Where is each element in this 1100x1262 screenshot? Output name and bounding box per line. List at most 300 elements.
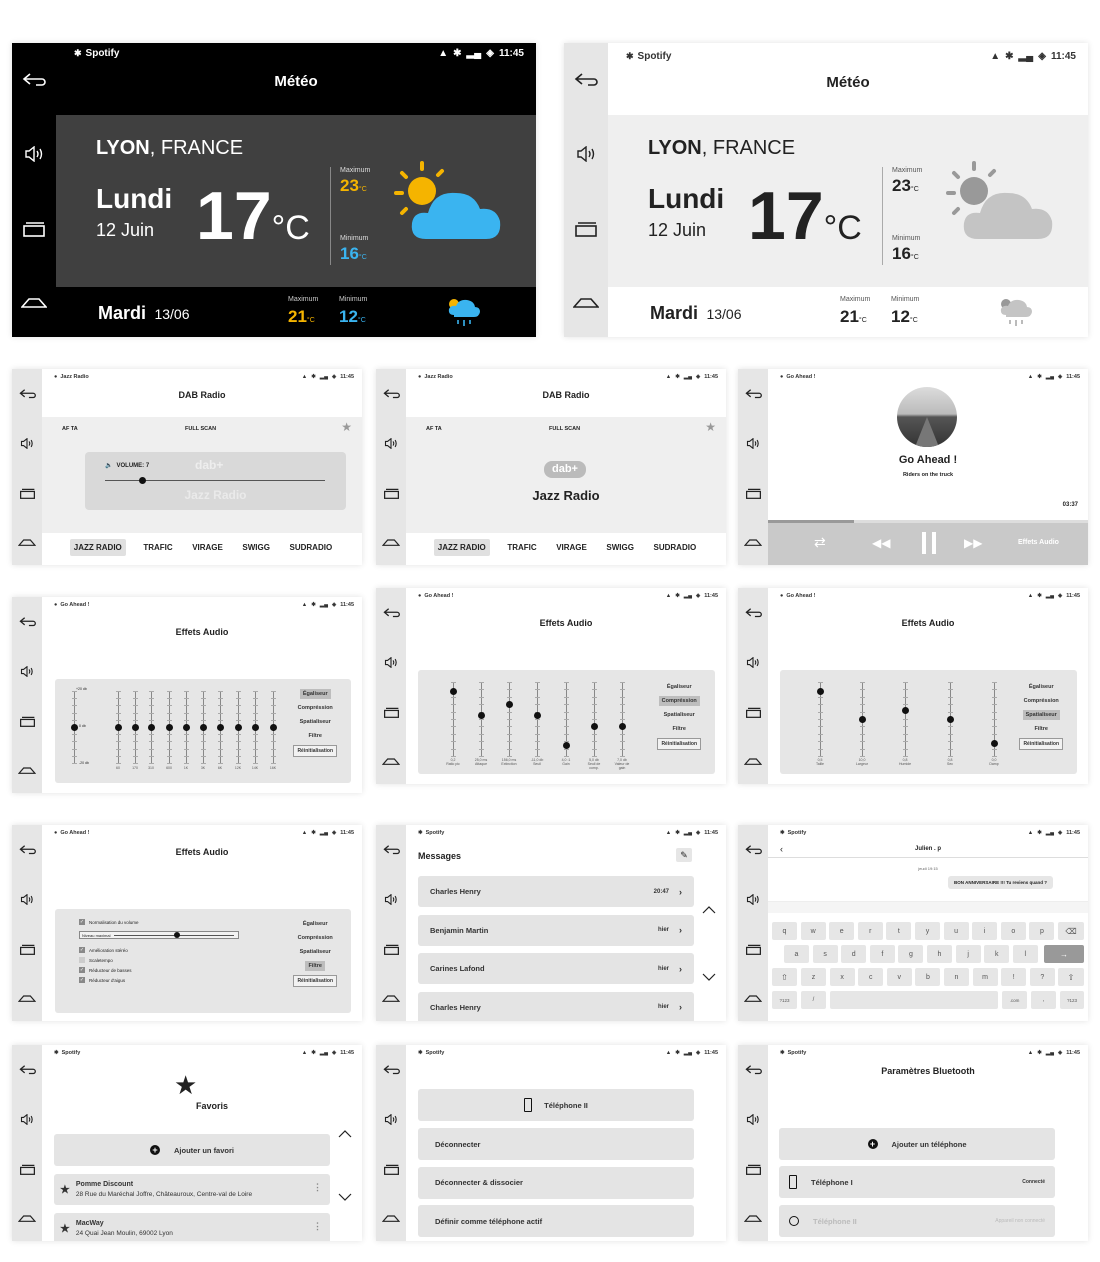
slider-tick <box>72 734 77 735</box>
volume-icon[interactable] <box>376 657 406 668</box>
filter-option[interactable] <box>79 947 128 953</box>
chevron-right-icon: › <box>679 886 682 897</box>
bluetooth-device[interactable] <box>779 1166 1055 1198</box>
effects-menu-item-2[interactable]: Compréssion <box>659 696 700 706</box>
home-icon[interactable] <box>12 1214 42 1222</box>
slider-tick <box>479 689 484 690</box>
effects-menu-item-2[interactable]: Compréssion <box>297 935 333 941</box>
volume-overlay <box>85 452 346 510</box>
home-icon[interactable] <box>738 994 768 1002</box>
audio-effects-button[interactable]: Effets Audio <box>1018 539 1059 546</box>
af-ta-button[interactable]: AF TA <box>62 426 78 432</box>
key-n[interactable]: n <box>944 968 969 986</box>
bluetooth-icon: ✱ <box>675 830 680 836</box>
pause-icon[interactable] <box>922 532 936 554</box>
message-item[interactable] <box>418 915 694 946</box>
preset-4[interactable]: SWIGG <box>606 543 634 552</box>
home-icon[interactable] <box>12 994 42 1002</box>
effects-menu-item-5[interactable]: Réinitialisation <box>1019 738 1063 750</box>
filter-option-label: Normalisation du volume <box>89 919 139 925</box>
slider-3[interactable] <box>905 682 906 756</box>
next-icon[interactable]: ▶▶ <box>964 536 983 550</box>
side-nav <box>564 43 608 337</box>
recent-apps-icon[interactable] <box>376 1164 406 1175</box>
preset-5[interactable]: SUDRADIO <box>653 543 697 552</box>
phone-icon <box>789 1175 797 1189</box>
phone-action-1[interactable]: Déconnecter <box>418 1128 694 1160</box>
preset-3[interactable]: VIRAGE <box>192 543 223 552</box>
full-scan-button[interactable]: FULL SCAN <box>185 426 217 432</box>
message-time: hier <box>657 965 669 972</box>
slider-tick <box>236 713 241 714</box>
filter-option[interactable] <box>79 919 139 925</box>
status-bar <box>406 1045 726 1061</box>
slider-tick <box>72 756 77 757</box>
scroll-down-icon[interactable] <box>702 968 716 976</box>
back-icon[interactable] <box>376 608 406 618</box>
recent-apps-icon[interactable] <box>12 221 56 237</box>
back-icon[interactable] <box>376 1065 406 1075</box>
slider-tick <box>149 763 154 764</box>
backspace-key[interactable]: ⌫ <box>1058 922 1084 940</box>
repeat-icon[interactable]: ⇄ <box>814 534 826 550</box>
volume-icon[interactable] <box>12 666 42 677</box>
slider-value: 10,0 <box>858 758 866 762</box>
app-name: Go Ahead ! <box>786 593 816 599</box>
home-icon[interactable] <box>376 1214 406 1222</box>
slider-knob[interactable] <box>817 688 824 695</box>
slider-3[interactable] <box>509 682 510 756</box>
slider-2[interactable] <box>481 682 482 756</box>
effects-menu <box>1019 680 1063 752</box>
slider-7[interactable] <box>220 691 221 763</box>
slider-2[interactable] <box>135 691 136 763</box>
recent-apps-icon[interactable] <box>564 221 608 237</box>
app-small-icon: ● <box>418 593 422 599</box>
key-r[interactable]: r <box>858 922 883 940</box>
key-g[interactable]: g <box>898 945 923 963</box>
clock: 11:45 <box>1066 374 1080 380</box>
rain-cloud-icon <box>994 293 1034 331</box>
slider-tick <box>860 689 865 690</box>
preset-2[interactable]: TRAFIC <box>143 543 173 552</box>
slider-tick <box>592 719 597 720</box>
volume-icon[interactable] <box>738 438 768 449</box>
tomorrow-max-label: Maximum <box>840 296 871 303</box>
preset-2[interactable]: TRAFIC <box>507 543 537 552</box>
effects-menu-item-2[interactable]: Compréssion <box>1023 698 1059 704</box>
key-l[interactable]: l <box>1013 945 1038 963</box>
preset-5[interactable]: SUDRADIO <box>289 543 333 552</box>
favorite-item[interactable] <box>54 1174 330 1205</box>
effects-menu-item-4[interactable]: Filtre <box>1034 726 1048 732</box>
slider-tick <box>236 741 241 742</box>
slider-5[interactable] <box>994 682 995 756</box>
slider-3[interactable] <box>151 691 152 763</box>
phone-options-screen <box>376 1045 726 1241</box>
recent-apps-icon[interactable] <box>12 1164 42 1175</box>
add-phone-button[interactable] <box>779 1128 1055 1160</box>
scroll-up-icon[interactable] <box>338 1125 352 1143</box>
key-i[interactable]: i <box>972 922 997 940</box>
recent-apps-icon[interactable] <box>738 1164 768 1175</box>
key-w[interactable]: w <box>801 922 826 940</box>
effects-menu-item-3[interactable]: Spatialiseur <box>299 719 331 725</box>
key-?[interactable]: ? <box>1030 968 1055 986</box>
slider-1[interactable] <box>118 691 119 763</box>
page-title: Effets Audio <box>175 847 229 857</box>
sun-cloud-icon <box>944 157 1064 247</box>
scroll-down-icon[interactable] <box>338 1188 352 1206</box>
shift-key[interactable]: ⇧ <box>772 968 797 986</box>
volume-icon[interactable] <box>564 146 608 162</box>
af-ta-button[interactable]: AF TA <box>426 426 442 432</box>
recent-apps-icon[interactable] <box>376 488 406 499</box>
slider-knob[interactable] <box>200 724 207 731</box>
back-icon[interactable] <box>564 73 608 87</box>
back-icon[interactable] <box>12 845 42 855</box>
slider-tick <box>116 691 121 692</box>
checkbox[interactable]: ✓ <box>79 947 85 953</box>
slider-knob[interactable] <box>991 740 998 747</box>
shift-key-right[interactable]: ⇧ <box>1058 968 1084 986</box>
db-mid-label: 0 db <box>79 724 86 728</box>
effects-menu-item-5[interactable]: Réinitialisation <box>657 738 701 750</box>
home-icon[interactable] <box>12 766 42 774</box>
slider-1[interactable] <box>453 682 454 756</box>
back-icon[interactable] <box>376 389 406 399</box>
compose-icon[interactable]: ✎ <box>676 848 692 862</box>
effects-menu-item-1[interactable]: Égaliseur <box>1028 684 1054 690</box>
key-z[interactable]: z <box>801 968 826 986</box>
recent-apps-icon[interactable] <box>738 707 768 718</box>
slider-knob[interactable] <box>166 724 173 731</box>
effects-menu-item-1[interactable]: Égaliseur <box>302 921 328 927</box>
favorite-item[interactable] <box>54 1213 330 1241</box>
equalizer-screen <box>12 597 362 793</box>
app-indicator <box>780 593 815 599</box>
slider-tick <box>149 741 154 742</box>
clock: 11:45 <box>1066 593 1080 599</box>
slider-knob[interactable] <box>115 724 122 731</box>
filter-option[interactable] <box>79 957 113 963</box>
favorite-star-icon[interactable]: ★ <box>705 420 716 434</box>
key-o[interactable]: o <box>1001 922 1026 940</box>
volume-icon[interactable] <box>738 894 768 905</box>
max-level-knob[interactable] <box>174 932 180 938</box>
slider-knob[interactable] <box>947 716 954 723</box>
volume-icon[interactable] <box>12 894 42 905</box>
slider-tick <box>860 734 865 735</box>
slider-8[interactable] <box>238 691 239 763</box>
volume-slider[interactable] <box>105 480 325 481</box>
slider-label: 6K <box>217 766 223 770</box>
volume-icon[interactable] <box>738 657 768 668</box>
sun-cloud-icon <box>392 157 512 247</box>
previous-icon[interactable]: ◀◀ <box>872 536 891 550</box>
effects-menu-item-4[interactable]: Filtre <box>308 733 322 739</box>
slider-5[interactable] <box>186 691 187 763</box>
effects-menu-item-4[interactable]: Filtre <box>305 961 324 971</box>
slider-tick <box>253 691 258 692</box>
slider-knob[interactable] <box>591 723 598 730</box>
message-item[interactable] <box>418 876 694 907</box>
key-s[interactable]: s <box>813 945 838 963</box>
home-icon[interactable] <box>376 757 406 765</box>
add-favorite-button[interactable] <box>54 1134 330 1166</box>
checkbox[interactable]: ✓ <box>79 919 85 925</box>
key-v[interactable]: v <box>887 968 912 986</box>
slider-tick <box>592 749 597 750</box>
slider-knob[interactable] <box>183 724 190 731</box>
status-bar <box>56 43 536 63</box>
slider-value: 4,0 :1 <box>561 758 571 762</box>
volume-icon[interactable] <box>376 1114 406 1125</box>
back-icon[interactable] <box>376 845 406 855</box>
phone-action-2[interactable]: Déconnecter & dissocier <box>418 1167 694 1199</box>
key-b[interactable]: b <box>915 968 940 986</box>
warning-icon: ▲ <box>665 830 672 836</box>
add-icon: + <box>868 1139 878 1149</box>
home-icon[interactable] <box>12 538 42 546</box>
slider-2[interactable] <box>862 682 863 756</box>
checkbox[interactable] <box>79 957 85 963</box>
preset-1[interactable]: JAZZ RADIO <box>434 539 490 556</box>
home-icon[interactable] <box>738 757 768 765</box>
key-u[interactable]: u <box>944 922 969 940</box>
recent-apps-icon[interactable] <box>12 716 42 727</box>
slider-knob[interactable] <box>619 723 626 730</box>
app-name: Go Ahead ! <box>60 602 90 608</box>
key-a[interactable]: a <box>784 945 809 963</box>
slider-4[interactable] <box>169 691 170 763</box>
side-nav <box>12 597 42 793</box>
slider-label: 60 <box>116 766 120 770</box>
slash-key[interactable]: / <box>801 991 826 1009</box>
player-screen <box>738 369 1088 565</box>
slider-4[interactable] <box>537 682 538 756</box>
slider-knob[interactable] <box>252 724 259 731</box>
slider-knob[interactable] <box>506 701 513 708</box>
slider-knob[interactable] <box>563 742 570 749</box>
effects-menu-item-1[interactable]: Égaliseur <box>300 689 331 699</box>
slider-7[interactable] <box>622 682 623 756</box>
comma-key[interactable]: , <box>1031 991 1056 1009</box>
key-y[interactable]: y <box>915 922 940 940</box>
preset-4[interactable]: SWIGG <box>242 543 270 552</box>
key-x[interactable]: x <box>830 968 855 986</box>
slider-1[interactable] <box>74 691 75 763</box>
volume-icon[interactable] <box>738 1114 768 1125</box>
page-title: Favoris <box>195 1101 228 1111</box>
slider-knob[interactable] <box>270 724 277 731</box>
slider-knob[interactable] <box>859 716 866 723</box>
slider-1[interactable] <box>820 682 821 756</box>
slider-knob[interactable] <box>217 724 224 731</box>
key-f[interactable]: f <box>870 945 895 963</box>
home-icon[interactable] <box>376 994 406 1002</box>
back-icon[interactable] <box>12 73 56 87</box>
signal-icon: ▂▄ <box>466 47 482 59</box>
key-t[interactable]: t <box>886 922 911 940</box>
home-icon[interactable] <box>738 1214 768 1222</box>
slider-5[interactable] <box>566 682 567 756</box>
volume-slider-knob[interactable] <box>139 477 146 484</box>
slider-9[interactable] <box>255 691 256 763</box>
slider-tick <box>271 756 276 757</box>
slider-tick <box>592 704 597 705</box>
effects-menu-item-3[interactable]: Spatialiseur <box>299 949 331 955</box>
back-chevron-icon[interactable]: ‹ <box>780 844 783 854</box>
app-small-icon: ● <box>54 830 58 836</box>
symbols-key[interactable]: ?123 <box>772 991 797 1009</box>
status-bar <box>42 369 362 385</box>
message-sender: Benjamin Martin <box>430 925 489 935</box>
bluetooth-device-list <box>779 1166 1055 1241</box>
slider-6[interactable] <box>203 691 204 763</box>
slider-tick <box>149 734 154 735</box>
home-icon[interactable] <box>12 296 56 308</box>
home-icon[interactable] <box>376 538 406 546</box>
slider-knob[interactable] <box>450 688 457 695</box>
slider-6[interactable] <box>594 682 595 756</box>
slider-tick <box>116 698 121 699</box>
weather-screen-light <box>564 43 1088 337</box>
warning-icon: ▲ <box>990 50 1001 62</box>
key-![interactable]: ! <box>1001 968 1026 986</box>
back-icon[interactable] <box>738 608 768 618</box>
filter-option[interactable] <box>79 967 132 973</box>
add-icon: + <box>150 1145 160 1155</box>
back-icon[interactable] <box>738 845 768 855</box>
checkbox[interactable]: ✓ <box>79 977 85 983</box>
phone-device-button[interactable] <box>418 1089 694 1121</box>
gps-icon: ◈ <box>696 830 701 836</box>
filter-option[interactable] <box>79 977 125 983</box>
full-scan-button[interactable]: FULL SCAN <box>549 426 581 432</box>
slider-label: 310 <box>148 766 154 770</box>
checkbox[interactable]: ✓ <box>79 967 85 973</box>
back-icon[interactable] <box>12 389 42 399</box>
slider-tick <box>564 704 569 705</box>
app-small-icon: ✱ <box>418 830 423 836</box>
home-icon[interactable] <box>738 538 768 546</box>
effects-menu-item-4[interactable]: Filtre <box>672 726 686 732</box>
volume-icon[interactable] <box>12 438 42 449</box>
spatializer-panel <box>780 670 1077 774</box>
recent-apps-icon[interactable] <box>376 707 406 718</box>
volume-icon[interactable] <box>376 438 406 449</box>
today-panel <box>56 115 536 287</box>
max-level-slider[interactable] <box>79 931 239 939</box>
effects-menu-item-2[interactable]: Compréssion <box>297 705 333 711</box>
recent-apps-icon[interactable] <box>12 944 42 955</box>
scroll-up-icon[interactable] <box>702 901 716 909</box>
symbols-key-right[interactable]: ?123 <box>1060 991 1084 1009</box>
page-title: Paramètres Bluetooth <box>881 1066 975 1076</box>
key-d[interactable]: d <box>841 945 866 963</box>
slider-knob[interactable] <box>235 724 242 731</box>
effects-menu-item-3[interactable]: Spatialiseur <box>663 712 695 718</box>
effects-menu-item-3[interactable]: Spatialiseur <box>1023 710 1060 720</box>
bluetooth-icon: ✱ <box>311 602 316 608</box>
slider-tick <box>451 712 456 713</box>
slider-tick <box>620 712 625 713</box>
back-icon[interactable] <box>12 1065 42 1075</box>
slider-tick <box>236 734 241 735</box>
favorite-star-icon[interactable]: ★ <box>341 420 352 434</box>
more-options-icon[interactable]: ⋮ <box>313 1221 322 1231</box>
slider-4[interactable] <box>950 682 951 756</box>
message-time: 20:47 <box>653 888 669 895</box>
effects-menu-item-5[interactable]: Réinitialisation <box>293 745 337 757</box>
key-c[interactable]: c <box>858 968 883 986</box>
volume-icon[interactable] <box>376 894 406 905</box>
effects-menu-item-5[interactable]: Réinitialisation <box>293 975 337 987</box>
slider-10[interactable] <box>273 691 274 763</box>
favorites-list <box>54 1174 330 1241</box>
slider-tick <box>167 705 172 706</box>
message-item[interactable] <box>418 992 694 1022</box>
key-e[interactable]: e <box>829 922 854 940</box>
slider-tick <box>201 763 206 764</box>
back-icon[interactable] <box>738 389 768 399</box>
recent-apps-icon[interactable] <box>12 488 42 499</box>
slider-knob[interactable] <box>71 724 78 731</box>
temperature: 17°C <box>196 178 310 254</box>
key-j[interactable]: j <box>956 945 981 963</box>
preset-3[interactable]: VIRAGE <box>556 543 587 552</box>
recent-apps-icon[interactable] <box>376 944 406 955</box>
message-item[interactable] <box>418 953 694 984</box>
phone-device-label: Téléphone II <box>544 1100 588 1110</box>
key-m[interactable]: m <box>973 968 998 986</box>
effects-menu <box>293 917 337 989</box>
message-input[interactable] <box>768 901 1088 913</box>
space-key[interactable] <box>830 991 998 1009</box>
dotcom-key[interactable]: .com <box>1002 991 1027 1009</box>
key-k[interactable]: k <box>984 945 1009 963</box>
volume-icon[interactable] <box>12 146 56 162</box>
slider-tick <box>218 763 223 764</box>
effects-menu-item-1[interactable]: Égaliseur <box>666 684 692 690</box>
recent-apps-icon[interactable] <box>738 944 768 955</box>
status-icons <box>438 48 524 59</box>
signal-icon: ▂▄ <box>1045 374 1054 380</box>
slider-knob[interactable] <box>132 724 139 731</box>
back-icon[interactable] <box>12 617 42 627</box>
message-meta <box>658 925 682 935</box>
bluetooth-device[interactable] <box>779 1205 1055 1237</box>
key-p[interactable]: p <box>1029 922 1054 940</box>
volume-icon[interactable] <box>12 1114 42 1125</box>
more-options-icon[interactable]: ⋮ <box>313 1182 322 1192</box>
slider-knob[interactable] <box>148 724 155 731</box>
key-q[interactable]: q <box>772 922 797 940</box>
recent-apps-icon[interactable] <box>738 488 768 499</box>
enter-key[interactable]: → <box>1044 945 1084 963</box>
key-h[interactable]: h <box>927 945 952 963</box>
status-icons <box>1028 593 1080 599</box>
message-sender: Carines Lafond <box>430 964 485 973</box>
signal-icon: ▂▄ <box>319 1050 328 1056</box>
preset-1[interactable]: JAZZ RADIO <box>70 539 126 556</box>
home-icon[interactable] <box>564 296 608 308</box>
slider-knob[interactable] <box>902 707 909 714</box>
slider-tick <box>992 697 997 698</box>
back-icon[interactable] <box>738 1065 768 1075</box>
phone-action-3[interactable]: Définir comme téléphone actif <box>418 1205 694 1237</box>
